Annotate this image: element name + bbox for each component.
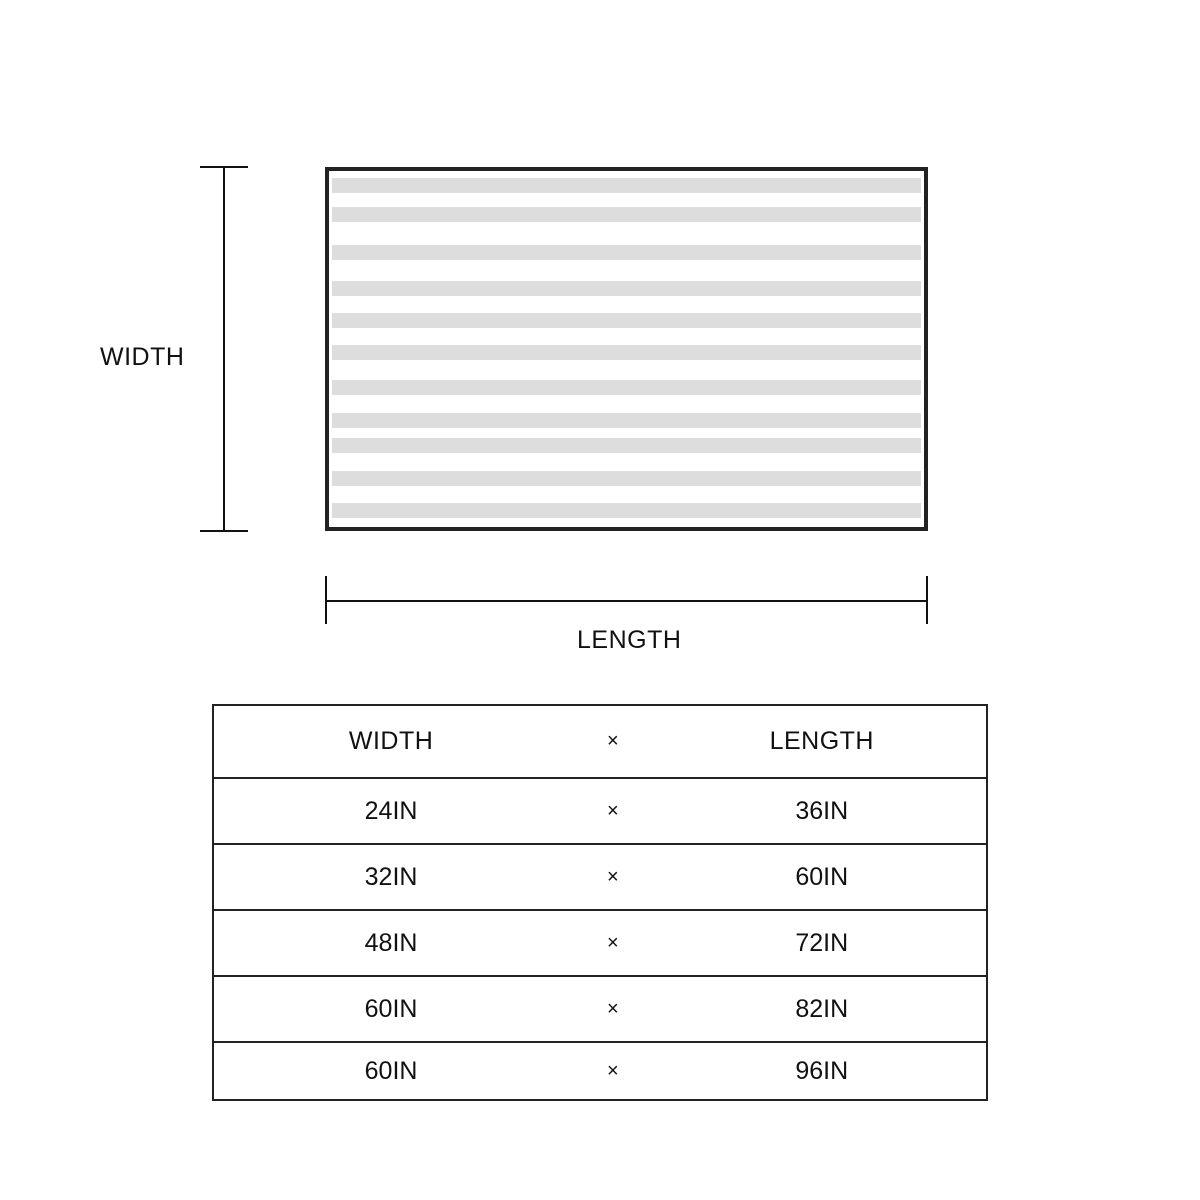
row-width: 32IN xyxy=(213,844,568,910)
row-width: 60IN xyxy=(213,976,568,1042)
rug-stripe xyxy=(332,380,921,395)
row-length: 72IN xyxy=(658,910,987,976)
table-row xyxy=(213,910,987,976)
rug-stripe xyxy=(332,207,921,222)
rug-stripe xyxy=(332,345,921,360)
rug-stripe xyxy=(332,471,921,486)
row-separator: × xyxy=(568,778,657,844)
row-length: 36IN xyxy=(658,778,987,844)
row-width: 48IN xyxy=(213,910,568,976)
header-length: LENGTH xyxy=(658,705,987,778)
rug-outline xyxy=(325,167,928,531)
row-length: 82IN xyxy=(658,976,987,1042)
rug-stripe xyxy=(332,245,921,260)
width-dimension-label: WIDTH xyxy=(100,343,185,371)
table-row xyxy=(213,778,987,844)
rug-stripe xyxy=(332,503,921,518)
header-width: WIDTH xyxy=(213,705,568,778)
size-table xyxy=(212,704,988,1101)
row-separator: × xyxy=(568,844,657,910)
row-length: 60IN xyxy=(658,844,987,910)
length-dimension-shaft xyxy=(325,600,928,602)
rug-stripe xyxy=(332,438,921,453)
table-row xyxy=(213,976,987,1042)
length-dimension-label: LENGTH xyxy=(577,626,682,654)
length-dimension-right-cap xyxy=(926,576,928,624)
row-separator: × xyxy=(568,1042,657,1100)
rug-stripe xyxy=(332,413,921,428)
width-dimension-shaft xyxy=(223,166,225,532)
table-row xyxy=(213,844,987,910)
table-row xyxy=(213,1042,987,1100)
header-separator: × xyxy=(568,705,657,778)
rug-stripe xyxy=(332,178,921,193)
width-dimension-bottom-cap xyxy=(200,530,248,532)
row-width: 60IN xyxy=(213,1042,568,1100)
width-dimension-line xyxy=(200,166,248,532)
length-dimension-line xyxy=(325,576,928,624)
row-separator: × xyxy=(568,976,657,1042)
row-length: 96IN xyxy=(658,1042,987,1100)
row-separator: × xyxy=(568,910,657,976)
row-width: 24IN xyxy=(213,778,568,844)
rug-stripe xyxy=(332,313,921,328)
size-table-header-row xyxy=(213,705,987,778)
rug-stripe xyxy=(332,281,921,296)
